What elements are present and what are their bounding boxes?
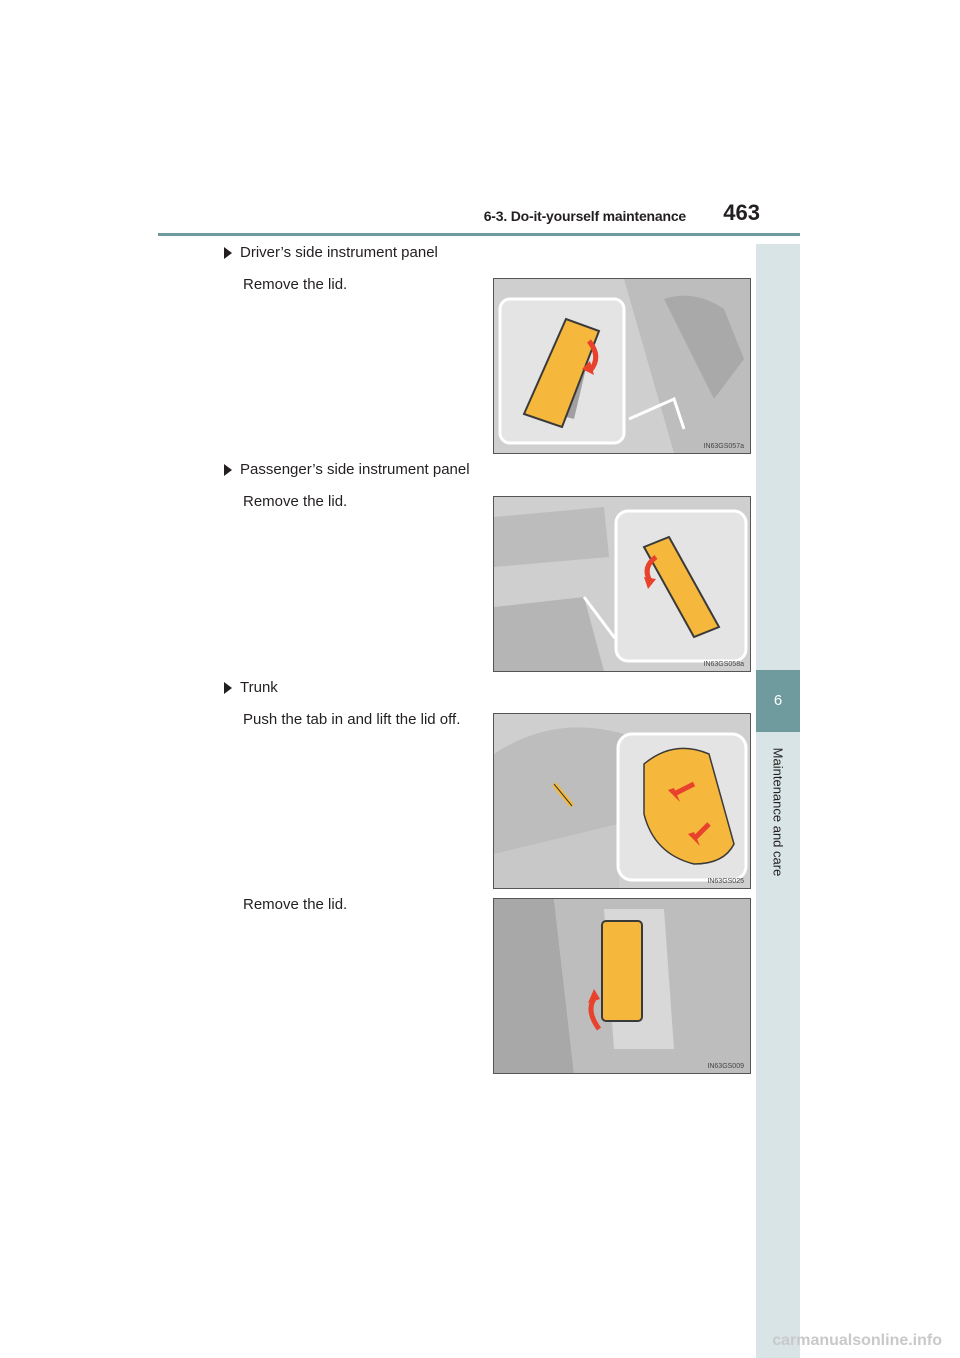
figure-code: IN63GS025 — [707, 878, 744, 885]
step-instruction: Push the tab in and lift the lid off. — [243, 711, 461, 728]
chapter-tab-top — [756, 244, 800, 670]
chapter-tab-bottom — [756, 892, 800, 1358]
triangle-bullet-icon — [224, 682, 232, 694]
chapter-title: Maintenance and care — [770, 747, 786, 877]
figure-passenger-panel — [493, 496, 751, 672]
figure-driver-panel — [493, 278, 751, 454]
step-heading-text: Driver’s side instrument panel — [240, 244, 438, 261]
header-rule — [158, 233, 800, 236]
figure-trunk — [493, 713, 751, 889]
header-title: 6-3. Do-it-yourself maintenance — [483, 208, 686, 224]
figure-code: IN63GS058a — [703, 661, 744, 668]
step-heading-text: Passenger’s side instrument panel — [240, 461, 470, 478]
page-number: 463 — [723, 200, 760, 225]
step-instruction: Remove the lid. — [243, 276, 348, 293]
footer-watermark: carmanualsonline.info — [772, 1332, 942, 1349]
step-heading — [224, 461, 470, 478]
figure-code: IN63GS057a — [703, 443, 744, 450]
step-heading-text: Trunk — [240, 679, 278, 696]
step-heading — [224, 244, 438, 261]
step-heading — [224, 679, 278, 696]
figure-code: IN63GS009 — [707, 1063, 744, 1070]
triangle-bullet-icon — [224, 247, 232, 259]
figure-trunk-lid — [493, 898, 751, 1074]
chapter-number-tab: 6 — [756, 670, 800, 732]
triangle-bullet-icon — [224, 464, 232, 476]
step-instruction: Remove the lid. — [243, 493, 348, 510]
step-instruction: Remove the lid. — [243, 896, 348, 913]
